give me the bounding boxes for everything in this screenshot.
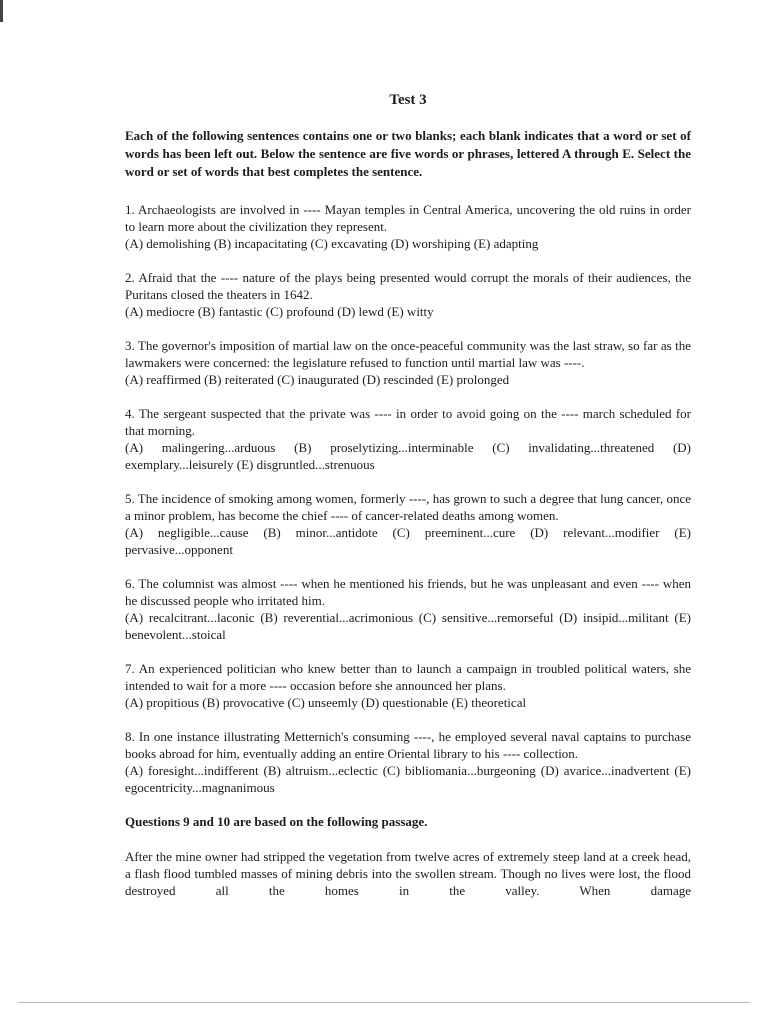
answer-choices: (A) recalcitrant...laconic (B) reverential...acrimonious (C) sensitive...remorseful (D) insipid...militant (E) benevolent...stoical	[125, 610, 691, 642]
reading-passage: After the mine owner had stripped the vegetation from twelve acres of extremely steep land at a creek head, a flash flood tumbled masses of mining debris into the swollen stream. Though no lives were lost, the flood destroyed all the homes in the valley. When damage	[125, 849, 691, 898]
question-stem: 7. An experienced politician who knew better than to launch a campaign in troubled political waters, she intended to wait for a more ---- occasion before she announced her plans.	[125, 661, 691, 693]
question-2	[125, 269, 691, 320]
question-stem: 4. The sergeant suspected that the private was ---- in order to avoid going on the ---- march scheduled for that morning.	[125, 406, 691, 438]
question-6	[125, 575, 691, 643]
question-3	[125, 337, 691, 388]
question-stem: 5. The incidence of smoking among women, formerly ----, has grown to such a degree that lung cancer, once a minor problem, has become the chief ---- of cancer-related deaths among women.	[125, 491, 691, 523]
question-4	[125, 405, 691, 473]
question-5	[125, 490, 691, 558]
question-stem: 3. The governor's imposition of martial law on the once-peaceful community was the last straw, so far as the lawmakers were concerned: the legislature refused to function until martial law was ----.	[125, 338, 691, 370]
question-7	[125, 660, 691, 711]
question-stem: 1. Archaeologists are involved in ---- Mayan temples in Central America, uncovering the old ruins in order to learn more about the civilization they represent.	[125, 202, 691, 234]
answer-choices: (A) malingering...arduous (B) proselytizing...interminable (C) invalidating...threatened (D) exemplary...leisurely (E) disgruntled...strenuous	[125, 440, 691, 472]
question-stem: 8. In one instance illustrating Metternich's consuming ----, he employed several naval captains to purchase books abroad for him, eventually adding an entire Oriental library to his ---- collection.	[125, 729, 691, 761]
question-stem: 2. Afraid that the ---- nature of the plays being presented would corrupt the morals of their audiences, the Puritans closed the theaters in 1642.	[125, 270, 691, 302]
page-bottom-rule	[18, 1002, 750, 1003]
question-8	[125, 728, 691, 796]
document-page	[125, 89, 691, 899]
passage-heading: Questions 9 and 10 are based on the following passage.	[125, 814, 428, 829]
answer-choices: (A) propitious (B) provocative (C) unseemly (D) questionable (E) theoretical	[125, 695, 527, 710]
answer-choices: (A) demolishing (B) incapacitating (C) excavating (D) worshiping (E) adapting	[125, 236, 539, 251]
answer-choices: (A) foresight...indifferent (B) altruism...eclectic (C) bibliomania...burgeoning (D) avarice...inadvertent (E) egocentricity...magnanimous	[125, 763, 691, 795]
question-stem: 6. The columnist was almost ---- when he mentioned his friends, but he was unpleasant and even ---- when he discussed people who irritated him.	[125, 576, 691, 608]
page-title: Test 3	[389, 92, 427, 108]
answer-choices: (A) reaffirmed (B) reiterated (C) inaugurated (D) rescinded (E) prolonged	[125, 372, 510, 387]
scan-edge-mark	[0, 0, 3, 22]
question-1	[125, 201, 691, 252]
instructions-paragraph: Each of the following sentences contains one or two blanks; each blank indicates that a word or set of words has been left out. Below the sentence are five words or phrases, lettered A through E. Select the word or set of words that best completes the sentence.	[125, 128, 691, 179]
answer-choices: (A) mediocre (B) fantastic (C) profound (D) lewd (E) witty	[125, 304, 434, 319]
answer-choices: (A) negligible...cause (B) minor...antidote (C) preeminent...cure (D) relevant...modifier (E) pervasive...opponent	[125, 525, 691, 557]
